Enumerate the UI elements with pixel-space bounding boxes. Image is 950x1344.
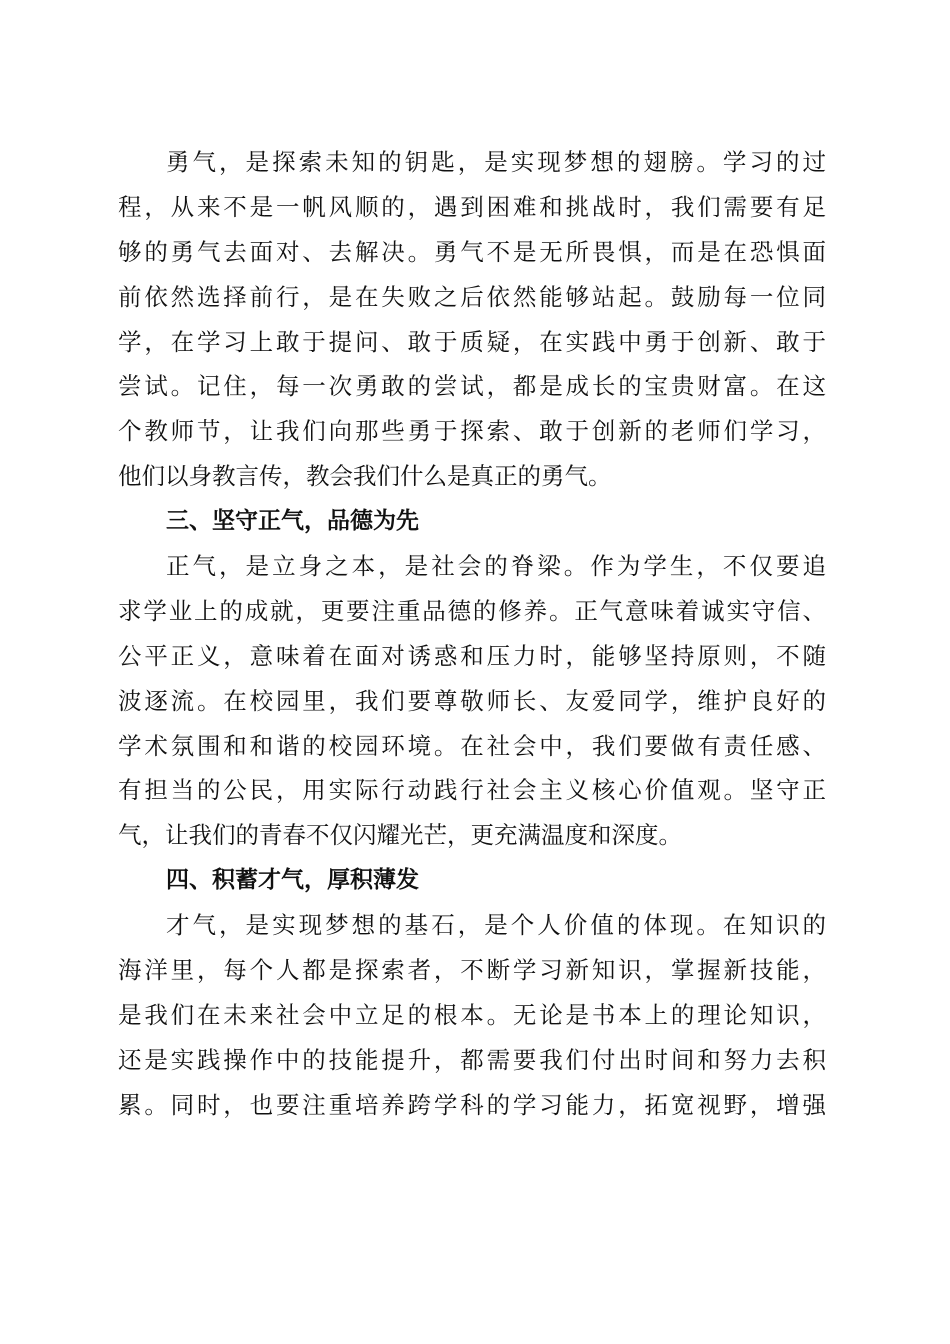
paragraph-line: 累。同时，也要注重培养跨学科的学习能力，拓宽视野，增强 — [118, 1090, 826, 1119]
paragraph-line: 够的勇气去面对、去解决。勇气不是无所畏惧，而是在恐惧面 — [118, 237, 826, 266]
paragraph-line: 个教师节，让我们向那些勇于探索、敢于创新的老师们学习， — [118, 417, 826, 446]
paragraph-line: 他们以身教言传，教会我们什么是真正的勇气。 — [118, 462, 612, 491]
paragraph-line: 波逐流。在校园里，我们要尊敬师长、友爱同学，维护良好的 — [118, 686, 826, 715]
section-heading-integrity: 三、坚守正气，品德为先 — [166, 508, 419, 535]
paragraph-integrity — [118, 544, 826, 858]
paragraph-talent — [118, 903, 826, 1127]
paragraph-line: 正气，是立身之本，是社会的脊梁。作为学生，不仅要追 — [166, 552, 826, 581]
paragraph-courage — [118, 140, 826, 499]
paragraph-line: 才气，是实现梦想的基石，是个人价值的体现。在知识的 — [166, 911, 826, 940]
paragraph-line: 求学业上的成就，更要注重品德的修养。正气意味着诚实守信、 — [118, 596, 826, 625]
paragraph-line: 尝试。记住，每一次勇敢的尝试，都是成长的宝贵财富。在这 — [118, 372, 826, 401]
section-heading-talent: 四、积蓄才气，厚积薄发 — [166, 867, 419, 894]
paragraph-line: 学术氛围和和谐的校园环境。在社会中，我们要做有责任感、 — [118, 731, 826, 760]
paragraph-line: 程，从来不是一帆风顺的，遇到困难和挑战时，我们需要有足 — [118, 192, 826, 221]
paragraph-line: 是我们在未来社会中立足的根本。无论是书本上的理论知识， — [118, 1000, 826, 1029]
paragraph-line: 还是实践操作中的技能提升，都需要我们付出时间和努力去积 — [118, 1045, 826, 1074]
paragraph-line: 勇气，是探索未知的钥匙，是实现梦想的翅膀。学习的过 — [166, 148, 826, 176]
paragraph-line: 有担当的公民，用实际行动践行社会主义核心价值观。坚守正 — [118, 776, 826, 805]
paragraph-line: 前依然选择前行，是在失败之后依然能够站起。鼓励每一位同 — [118, 282, 826, 311]
document-body — [118, 140, 826, 1128]
paragraph-line: 海洋里，每个人都是探索者，不断学习新知识，掌握新技能， — [118, 956, 826, 985]
paragraph-line: 气，让我们的青春不仅闪耀光芒，更充满温度和深度。 — [118, 821, 682, 850]
paragraph-line: 公平正义，意味着在面对诱惑和压力时，能够坚持原则，不随 — [118, 641, 826, 670]
paragraph-line: 学，在学习上敢于提问、敢于质疑，在实践中勇于创新、敢于 — [118, 327, 826, 356]
